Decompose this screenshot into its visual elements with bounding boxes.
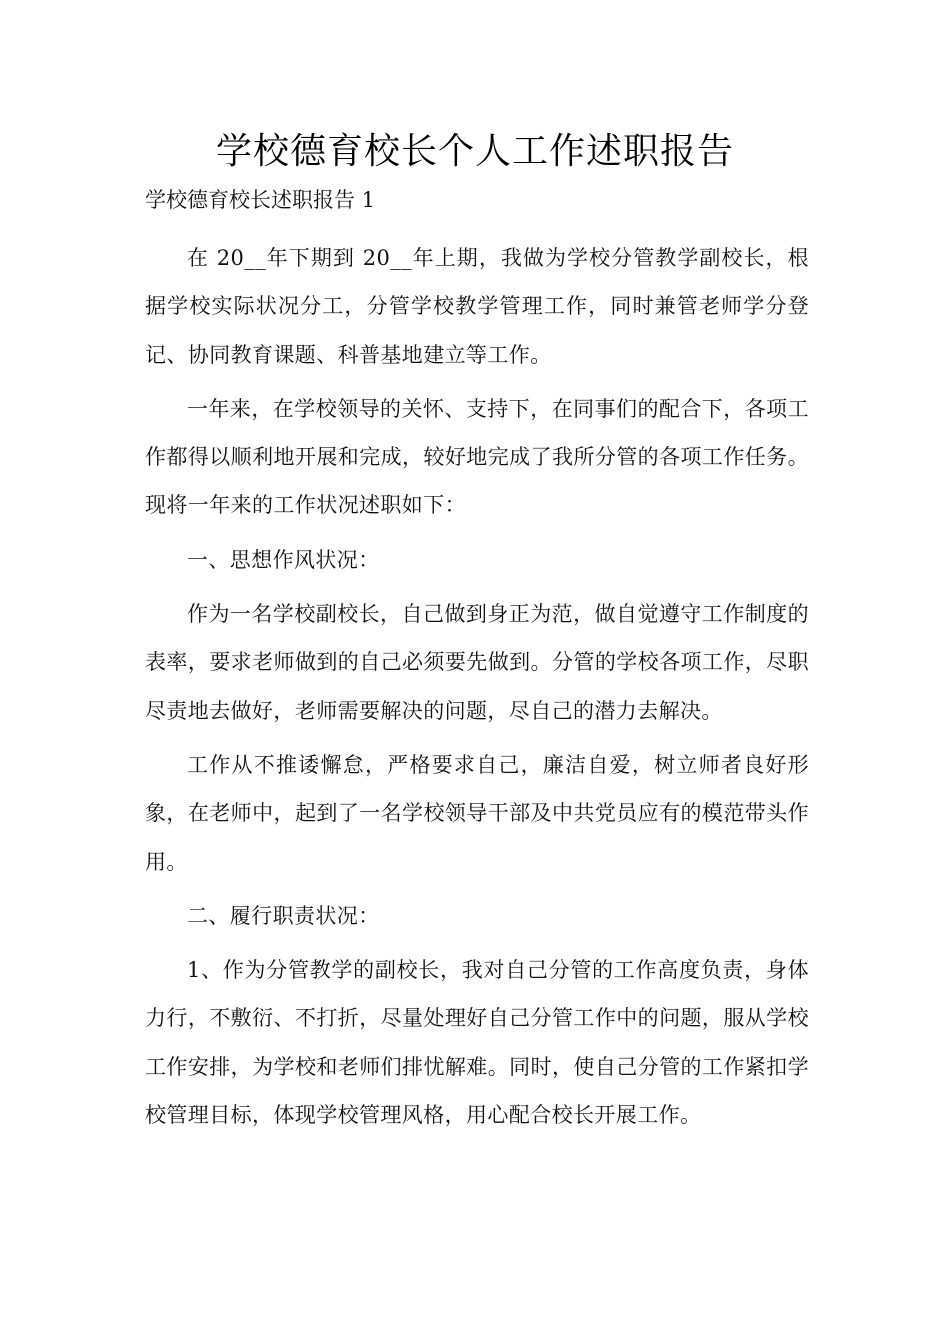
paragraph-summary: 一年来，在学校领导的关怀、支持下，在同事们的配合下，各项工作都得以顺利地开展和完成，较好地完成了我所分管的各项工作任务。现将一年来的工作状况述职如下： bbox=[145, 396, 809, 518]
document-body bbox=[145, 234, 809, 1145]
paragraph-ideology-2: 工作从不推诿懈怠，严格要求自己，廉洁自爱，树立师者良好形象，在老师中，起到了一名学校领导干部及中共党员应有的模范带头作用。 bbox=[145, 752, 809, 874]
document-subtitle: 学校德育校长述职报告 1 bbox=[145, 188, 376, 212]
document-title: 学校德育校长个人工作述职报告 bbox=[215, 131, 734, 172]
paragraph-duties-1: 1、作为分管教学的副校长，我对自己分管的工作高度负责，身体力行，不敷衍、不打折，尽量处理好自己分管工作中的问题，服从学校工作安排，为学校和老师们排忧解难。同时，使自己分管的工作紧扣学校管理目标，体现学校管理风格，用心配合校长开展工作。 bbox=[145, 958, 809, 1128]
paragraph-intro: 在 20__年下期到 20__年上期，我做为学校分管教学副校长，根据学校实际状况分工，分管学校教学管理工作，同时兼管老师学分登记、协同教育课题、科普基地建立等工作。 bbox=[145, 246, 809, 367]
section-heading-ideology: 一、思想作风状况： bbox=[187, 547, 380, 572]
section-heading-duties: 二、履行职责状况： bbox=[187, 903, 380, 928]
paragraph-ideology-1: 作为一名学校副校长，自己做到身正为范，做自觉遵守工作制度的表率，要求老师做到的自己必须要先做到。分管的学校各项工作，尽职尽责地去做好，老师需要解决的问题，尽自己的潜力去解决。 bbox=[145, 602, 809, 723]
